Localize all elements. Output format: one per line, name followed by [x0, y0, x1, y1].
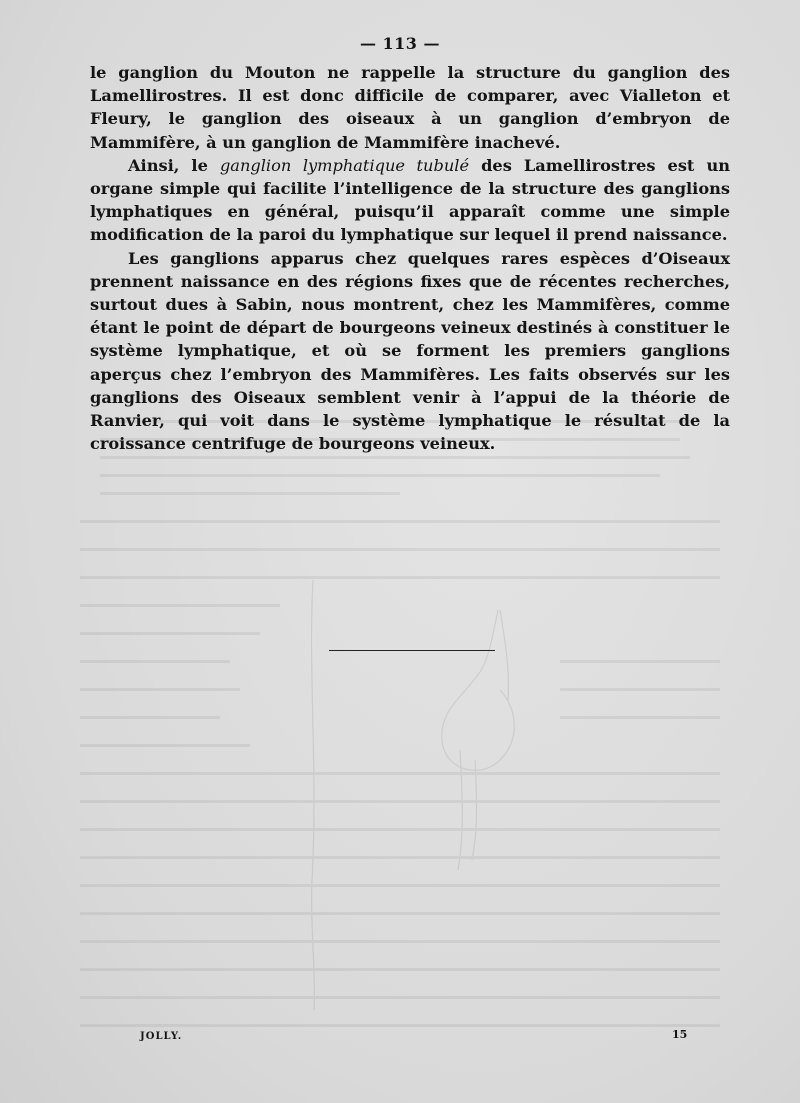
bleed-through-figure: [80, 410, 730, 1040]
footer-signature-mark: 15: [672, 1028, 688, 1041]
section-divider: [329, 650, 495, 651]
paragraph-2-emphasis: ganglion lymphatique tubulé: [219, 155, 470, 175]
footer-author: JOLLY.: [140, 1031, 183, 1042]
paragraph-2: [90, 154, 730, 247]
paragraph-2-text-before: Ainsi, le: [128, 155, 220, 175]
page-number: — 113 —: [359, 34, 441, 53]
body-text: [90, 61, 730, 455]
paragraph-3: [90, 247, 730, 456]
paragraph-1: [90, 61, 730, 154]
paragraph-2-text-after: des Lamellirostres est un organe simple qui facilite l’intelligence de la structure des ganglions lymphatiques en général, puisqu’il apparaît comme une simple modification de la paroi du lymphatique sur lequel il prend naissance.: [90, 155, 730, 245]
paragraph-3-text: Les ganglions apparus chez quelques rares espèces d’Oiseaux prennent naissance en des régions fixes que de récentes recherches, surtout dues à Sabin, nous montrent, chez les Mammifères, comme étant le point de départ de bourgeons veineux destinés à constituer le système lymphatique, et où se forment les premiers ganglions aperçus chez l’embryon des Mammifères. Les faits observés sur les ganglions des Oiseaux semblent venir à l’appui de la théorie de Ranvier, qui voit dans le système lymphatique le résultat de la croissance centrifuge de bourgeons veineux.: [90, 248, 730, 454]
paragraph-1-text: le ganglion du Mouton ne rappelle la structure du ganglion des Lamellirostres. Il est donc difficile de comparer, avec Vialleton et Fleury, le ganglion des oiseaux à un ganglion d’embryon de Mammifère, à un ganglion de Mammifère inachevé.: [90, 63, 730, 152]
